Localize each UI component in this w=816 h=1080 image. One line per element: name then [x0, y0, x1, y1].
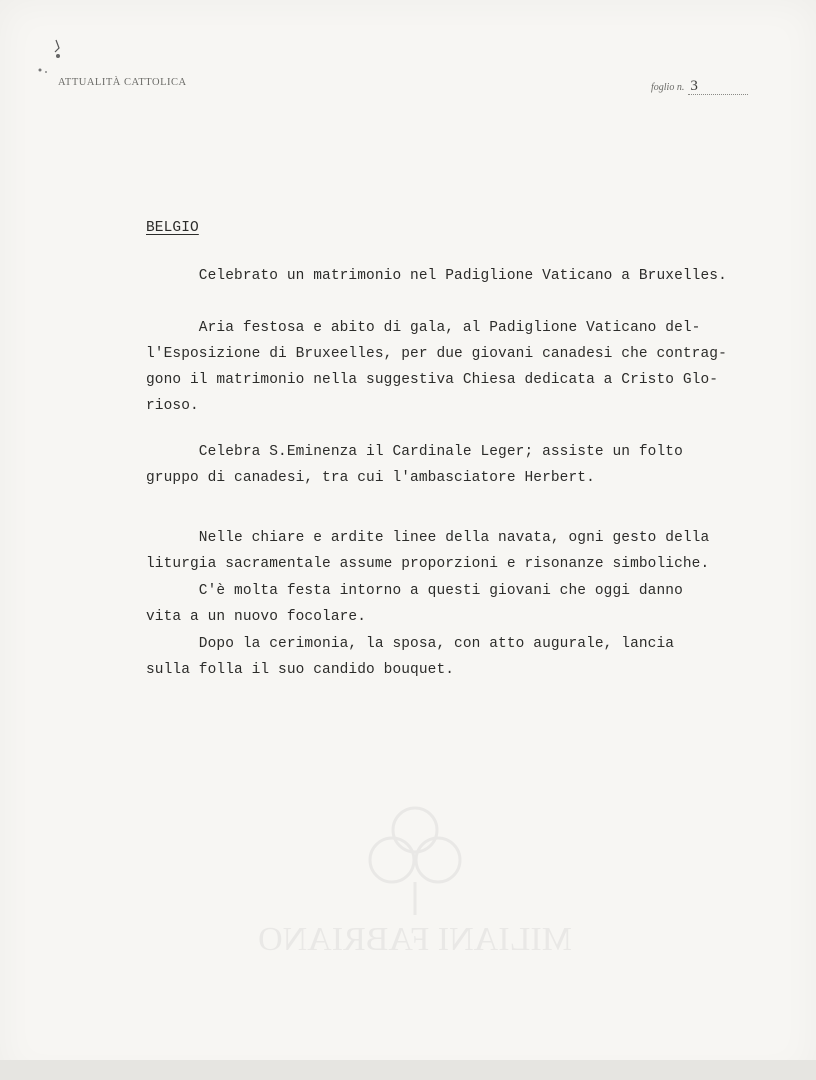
article-line: Celebra S.Eminenza il Cardinale Leger; assiste un folto — [146, 444, 683, 460]
article-line: l'Esposizione di Bruxeelles, per due giovani canadesi che contrag- — [146, 346, 727, 362]
article-line: Dopo la cerimonia, la sposa, con atto augurale, lancia — [146, 636, 675, 652]
article-line: Nelle chiare e ardite linee della navata, ogni gesto della — [146, 530, 710, 546]
article-line: Aria festosa e abito di gala, al Padiglione Vaticano del- — [146, 320, 701, 336]
publication-header: ATTUALITÀ CATTOLICA — [58, 77, 187, 88]
paper-watermark-icon — [180, 790, 650, 970]
article-line: gruppo di canadesi, tra cui l'ambasciatore Herbert. — [146, 470, 595, 486]
article-line: rioso. — [146, 398, 199, 414]
sheet-label: foglio n. — [651, 82, 685, 93]
article-heading: BELGIO — [146, 220, 199, 236]
article-line: C'è molta festa intorno a questi giovani che oggi danno — [146, 583, 683, 599]
watermark-text: MILIANI FABRIANO — [258, 921, 572, 958]
article-line: liturgia sacramentale assume proporzioni e risonanze simboliche. — [146, 556, 710, 572]
page-bottom-edge — [0, 1060, 816, 1080]
article-line: sulla folla il suo candido bouquet. — [146, 662, 455, 678]
article-line: Celebrato un matrimonio nel Padiglione Vaticano a Bruxelles. — [146, 268, 727, 284]
ink-smudge-icon — [26, 38, 66, 78]
sheet-number: 3 — [688, 79, 748, 95]
article-line: vita a un nuovo focolare. — [146, 609, 367, 625]
article-line: gono il matrimonio nella suggestiva Chiesa dedicata a Cristo Glo- — [146, 372, 719, 388]
sheet-number-field — [651, 77, 748, 95]
